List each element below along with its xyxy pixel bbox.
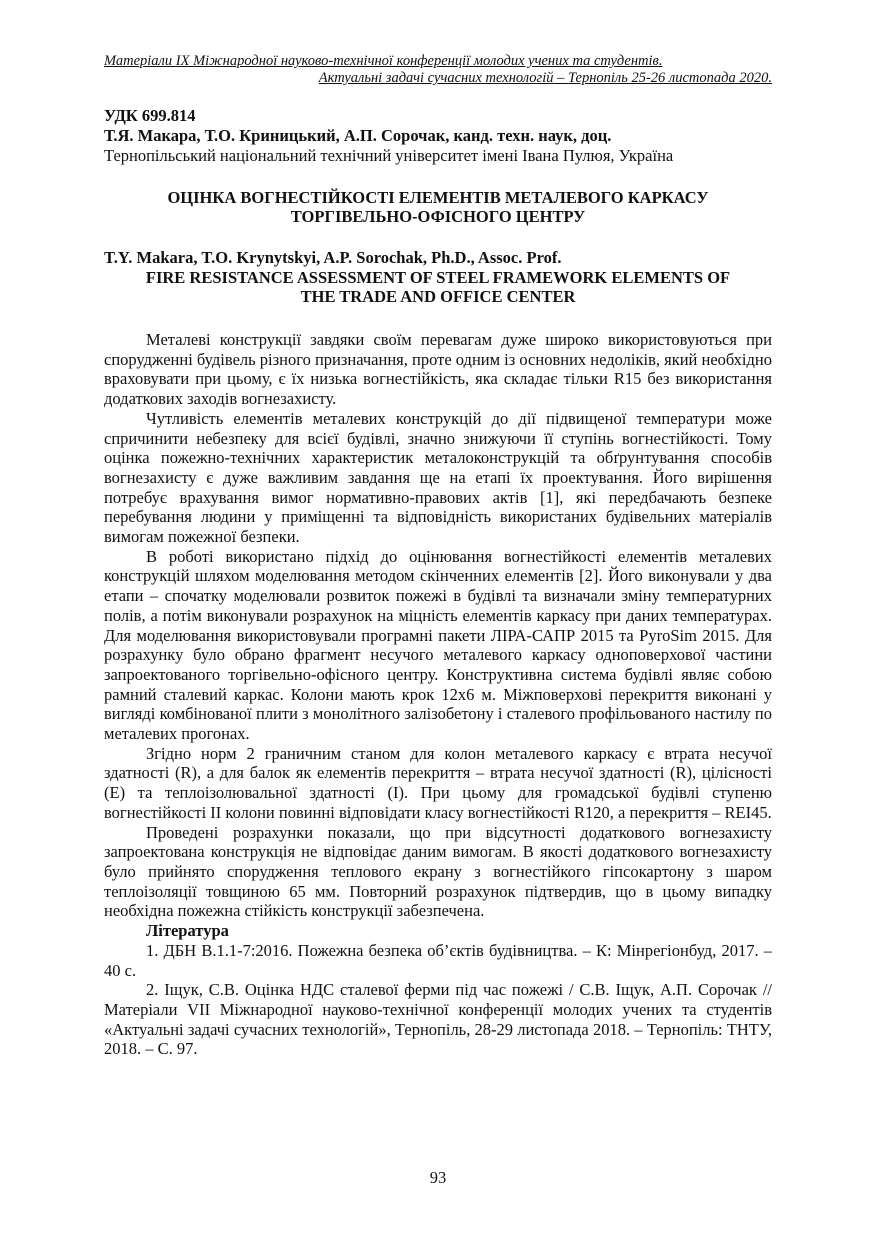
body-paragraph: В роботі використано підхід до оцінювання вогнестійкості елементів металевих конструкцій шляхом моделювання методом скінченних елементів [2]. Його виконували у два етапи – спочатку моделювали розвиток пожежі в будівлі та визначали зміну температурних полів, а потім виконували розрахунок на міцність елементів каркасу при даних температурах. Для моделювання використовували програмні пакети ЛІРА-САПР 2015 та PyroSim 2015. Для розрахунку було обрано фрагмент несучого металевого каркасу одноповерхової частини запроектованого торгівельно-офісного центру. Конструктивна система будівлі являє собою рамний сталевий каркас. Колони мають крок 12х6 м. Міжповерхові перекриття виконані у вигляді комбінованої плити з монолітного залізобетону і сталевого профільованого настилу по металевих прогонах.: [104, 546, 772, 744]
body-paragraph: Чутливість елементів металевих конструкцій до дії підвищеної температури може спричинити небезпеку для всієї будівлі, значно знижуючи її ступінь вогнестійкості. Тому оцінка пожежно-технічних характеристик металоконструкцій та обґрунтування способів вогнезахисту є дуже важливим завдання ще на етапі їх проектування. Його вирішення потребує врахування вимог нормативно-правових актів [1], які передбачають безпеке перебування людини у приміщенні та відповідність використаних будівельних матеріалів вимогам пожежної безпеки.: [104, 408, 772, 547]
article-body: [104, 330, 772, 1059]
authors-english: T.Y. Makara, T.O. Krynytskyi, A.P. Sorochak, Ph.D., Assoc. Prof.: [104, 248, 562, 267]
udc-code: УДК 699.814: [104, 106, 196, 125]
authors-ukrainian: Т.Я. Макара, Т.О. Криницький, А.П. Сорочак, канд. техн. наук, доц.: [104, 126, 612, 145]
title-english: [104, 268, 772, 306]
affiliation: Тернопільський національний технічний університет імені Івана Пулюя, Україна: [104, 146, 674, 165]
reference-item: 1. ДБН В.1.1-7:2016. Пожежна безпека об’єктів будівництва. – К: Мінрегіонбуд, 2017. – 40 с.: [104, 940, 772, 980]
title-english-line: FIRE RESISTANCE ASSESSMENT OF STEEL FRAMEWORK ELEMENTS OF: [145, 268, 731, 287]
body-paragraph: Згідно норм 2 граничним станом для колон металевого каркасу є втрата несучої здатності (R), а для балок як елементів перекриття – втрата несучої здатності (R), цілісності (E) та теплоізолювальної здатності (I). При цьому для громадської будівлі ступеню вогнестійкості II колони повинні відповідати класу вогнестійкості R120, а перекриття – REI45.: [104, 743, 772, 822]
conference-header-line-1: Матеріали IX Міжнародної науково-технічної конференції молодих учених та студентів.: [104, 53, 663, 69]
conference-header-line-2: Актуальні задачі сучасних технологій – Тернопіль 25-26 листопада 2020.: [318, 70, 772, 86]
references-heading: Література: [146, 921, 229, 941]
title-ukrainian: [104, 188, 772, 226]
page-number: 93: [429, 1168, 447, 1187]
title-ukrainian-line: ТОРГІВЕЛЬНО-ОФІСНОГО ЦЕНТРУ: [290, 207, 586, 226]
body-paragraph: Металеві конструкції завдяки своїм перевагам дуже широко використовуються при спорудженні будівель різного призначання, проте одним із основних недоліків, який необхідно враховувати при цьому, є їх низька вогнестійкість, яка складає тільки R15 без використання додаткових заходів вогнезахисту.: [104, 330, 772, 409]
reference-item: 2. Іщук, С.В. Оцінка НДС сталевої ферми під час пожежі / С.В. Іщук, А.П. Сорочак // Матеріали VII Міжнародної науково-технічної конференції молодих учених та студентів «Актуальні задачі сучасних технологій», Тернопіль, 28-29 листопада 2018. – Тернопіль: ТНТУ, 2018. – С. 97.: [104, 980, 772, 1059]
body-paragraph: Проведені розрахунки показали, що при відсутності додаткового вогнезахисту запроектована конструкція не відповідає даним вимогам. В якості додаткового вогнезахисту було прийнято спорудження теплового екрану з вогнестійкого гіпсокартону з шаром теплоізоляції товщиною 65 мм. Повторний розрахунок підтвердив, що в цьому випадку необхідна пожежна стійкість конструкції забезпечена.: [104, 822, 772, 921]
title-english-line: THE TRADE AND OFFICE CENTER: [300, 287, 576, 306]
title-ukrainian-line: ОЦІНКА ВОГНЕСТІЙКОСТІ ЕЛЕМЕНТІВ МЕТАЛЕВОГО КАРКАСУ: [167, 188, 709, 207]
